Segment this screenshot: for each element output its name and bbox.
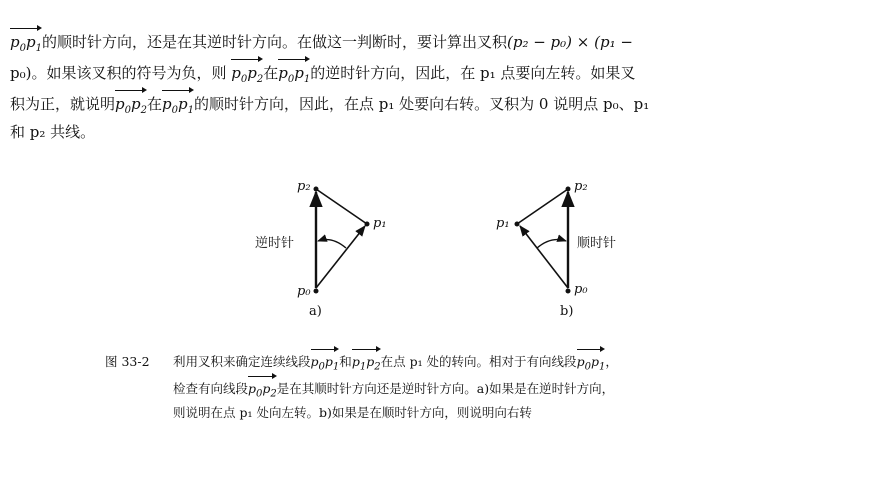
caption-text: ， xyxy=(605,354,618,369)
paragraph-text: 在 xyxy=(263,64,279,82)
segment-p2-p1-a xyxy=(316,189,367,224)
figure-33-2 xyxy=(0,170,869,330)
label-p0-b: p₀ xyxy=(574,282,588,297)
segment-p2-p1-b xyxy=(517,189,568,224)
paragraph-line-2 xyxy=(10,55,862,86)
point-p2-a xyxy=(314,187,319,192)
segment-p0-p1-a xyxy=(316,226,365,288)
counterclockwise-arc xyxy=(318,240,346,248)
vector-p0p2: $p_0p_2$ xyxy=(248,372,277,408)
vector-p0p1: $p_0p_1$ xyxy=(10,24,42,64)
paragraph-line-3 xyxy=(10,86,862,117)
label-p1-b: p₁ xyxy=(496,216,510,231)
figure-caption xyxy=(105,345,805,426)
vector-p0p1: $p_0p_1$ xyxy=(278,55,310,95)
clockwise-arc xyxy=(537,240,566,248)
vector-p0p1: $p_0p_1$ xyxy=(577,345,606,381)
caption-text: 是在其顺时针方向还是逆时针方向。a)如果是在逆时针方向， xyxy=(276,381,615,396)
vector-p0p1: $p_0p_1$ xyxy=(311,345,340,381)
caption-text: 在点 p₁ 处的转向。相对于有向线段 xyxy=(380,354,577,369)
point-p0-b xyxy=(566,289,571,294)
point-p2-b xyxy=(566,187,571,192)
segment-p0-p1-b xyxy=(520,226,568,288)
cross-product-expr: (p₂ − p₀) × (p₁ − xyxy=(506,33,633,51)
caption-text: 检查有向线段 xyxy=(173,381,249,396)
paragraph-text: 在 xyxy=(146,95,162,113)
figure-svg xyxy=(0,170,869,330)
vector-p0p2: $p_0p_2$ xyxy=(115,86,147,126)
paragraph-text: 积为正，就说明 xyxy=(10,95,116,113)
label-p1-a: p₁ xyxy=(373,216,387,231)
caption-line-1 xyxy=(105,345,805,372)
diagram-a xyxy=(314,187,370,294)
label-direction-b: 顺时针 xyxy=(577,236,617,251)
point-p1-b xyxy=(515,222,520,227)
vector-p0p1: $p_0p_1$ xyxy=(162,86,194,126)
point-p1-a xyxy=(365,222,370,227)
point-p0-a xyxy=(314,289,319,294)
label-subfigure-b: b) xyxy=(560,304,574,319)
paragraph-text: 的顺时针方向，因此，在点 p₁ 处要向右转。叉积为 0 说明点 p₀、p₁ xyxy=(193,95,650,113)
diagram-b xyxy=(515,187,571,294)
label-p0-a: p₀ xyxy=(297,284,311,299)
caption-line-3: 则说明在点 p₁ 处向左转。b)如果是在顺时针方向，则说明向右转 xyxy=(173,405,532,420)
label-direction-a: 逆时针 xyxy=(255,236,295,251)
paragraph-text: p₀)。如果该叉积的符号为负，则 xyxy=(10,64,227,82)
caption-number: 图 33-2 xyxy=(105,354,150,369)
vector-p0p2: $p_0p_2$ xyxy=(231,55,263,95)
caption-text: 利用叉积来确定连续线段 xyxy=(173,354,311,369)
paragraph-line-1 xyxy=(10,24,862,55)
body-paragraph xyxy=(10,24,862,148)
paragraph-text: 的顺时针方向，还是在其逆时针方向。在做这一判断时，要计算出叉积 xyxy=(41,33,507,51)
caption-line-2 xyxy=(105,372,805,399)
vector-p1p2: $p_1p_2$ xyxy=(352,345,381,381)
paragraph-text: 的逆时针方向，因此，在 p₁ 点要向左转。如果叉 xyxy=(310,64,636,82)
label-p2-a: p₂ xyxy=(297,179,311,194)
label-subfigure-a: a) xyxy=(309,304,322,319)
label-p2-b: p₂ xyxy=(574,179,588,194)
paragraph-line-4: 和 p₂ 共线。 xyxy=(10,123,96,141)
caption-text: 和 xyxy=(339,354,352,369)
